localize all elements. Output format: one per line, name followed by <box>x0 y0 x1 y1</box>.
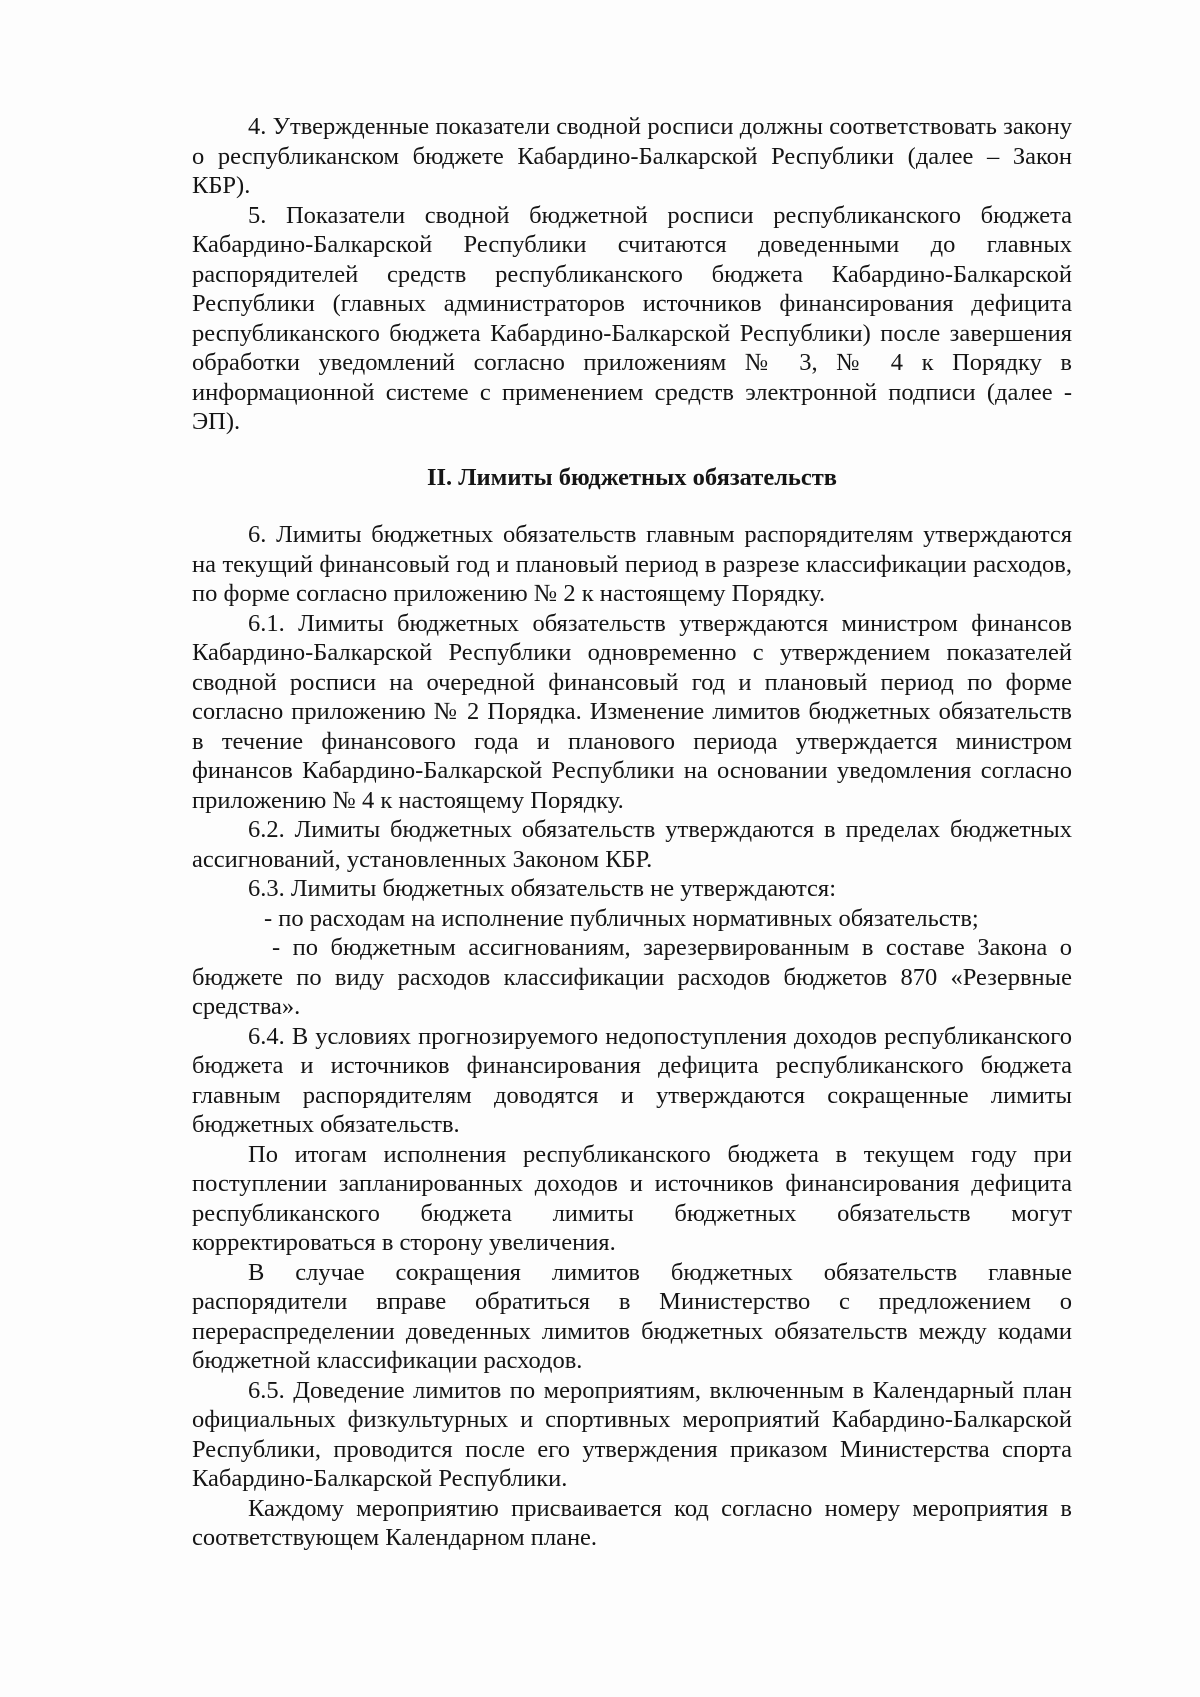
paragraph-6: 6. Лимиты бюджетных обязательств главным распорядителям утверждаются на текущий финансовый год и плановый период в разрезе классификации расходов, по форме согласно приложению № 2 к настоящему Порядку. <box>192 521 1072 607</box>
paragraph-event-code: Каждому мероприятию присваивается код согласно номеру мероприятия в соответствующем Календарном плане. <box>192 1494 1072 1551</box>
paragraph-6-5: 6.5. Доведение лимитов по мероприятиям, включенным в Календарный план официальных физкультурных и спортивных мероприятий Кабардино-Балкарской Республики, проводится после его утверждения приказом Министерства спорта Кабардино-Балкарской Республики. <box>192 1376 1072 1492</box>
paragraph-6-1: 6.1. Лимиты бюджетных обязательств утверждаются министром финансов Кабардино-Балкарской Республики одновременно с утверждением показателей сводной росписи на очередной финансовый год и плановый период по форме согласно приложению № 2 Порядка. Изменение лимитов бюджетных обязательств в течение финансового года и планового периода утверждается министром финансов Кабардино-Балкарской Республики на основании уведомления согласно приложению № 4 к настоящему Порядку. <box>192 609 1072 814</box>
document-body <box>192 112 1072 1553</box>
list-item-reserved-allocations: - по бюджетным ассигнованиям, зарезервированным в составе Закона о бюджете по виду расходов классификации расходов бюджетов 870 «Резервные средства». <box>192 934 1072 1020</box>
paragraph-6-2: 6.2. Лимиты бюджетных обязательств утверждаются в пределах бюджетных ассигнований, установленных Законом КБР. <box>192 816 1072 873</box>
section-heading: II. Лимиты бюджетных обязательств <box>426 463 838 491</box>
paragraph-6-4: 6.4. В условиях прогнозируемого недопоступления доходов республиканского бюджета и источников финансирования дефицита республиканского бюджета главным распорядителям доводятся и утверждаются сокращенные лимиты бюджетных обязательств. <box>192 1022 1072 1138</box>
list-item-public-obligations: - по расходам на исполнение публичных нормативных обязательств; <box>264 904 979 932</box>
paragraph-5: 5. Показатели сводной бюджетной росписи республиканского бюджета Кабардино-Балкарской Республики считаются доведенными до главных распорядителей средств республиканского бюджета Кабардино-Балкарской Республики (главных администраторов источников финансирования дефицита республиканского бюджета Кабардино-Балкарской Республики) после завершения обработки уведомлений согласно приложениям № 3, № 4 к Порядку в информационной системе с применением средств электронной подписи (далее - ЭП). <box>192 201 1072 435</box>
paragraph-6-3: 6.3. Лимиты бюджетных обязательств не утверждаются: <box>248 875 836 902</box>
paragraph-reduction: В случае сокращения лимитов бюджетных обязательств главные распорядители вправе обратиться в Министерство с предложением о перераспределении доведенных лимитов бюджетных обязательств между кодами бюджетной классификации расходов. <box>192 1258 1072 1374</box>
paragraph-4: 4. Утвержденные показатели сводной росписи должны соответствовать закону о республиканском бюджете Кабардино-Балкарской Республики (далее – Закон КБР). <box>192 113 1072 199</box>
paragraph-results: По итогам исполнения республиканского бюджета в текущем году при поступлении запланированных доходов и источников финансирования дефицита республиканского бюджета лимиты бюджетных обязательств могут корректироваться в сторону увеличения. <box>192 1140 1072 1256</box>
